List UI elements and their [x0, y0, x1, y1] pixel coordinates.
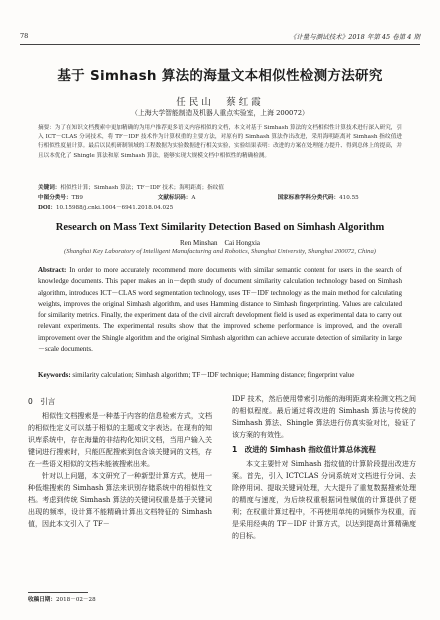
body-column-right [232, 393, 416, 542]
authors-cn: 任民山 蔡红霞 [176, 97, 264, 108]
std-code-value: 410.55 [339, 195, 359, 201]
title-cn: 基于 Simhash 算法的海量文本相似性检测方法研究 [57, 68, 383, 84]
keywords-cn [38, 183, 402, 191]
received-value: 2018－02－28 [55, 597, 96, 603]
abstract-en-label: Abstract: [38, 266, 67, 274]
abstract-en-text: In order to more accurately recommend more documents with similar semantic content for users in the search of knowledge documents. This paper makes an in－depth study of document similarity calculation technology based on Simhash algorithm, introduces ICT－CLAS word segmentation technology, uses TF－IDF technology as the main method for calculating weights, improves the original Simhash algorithm, and uses Hamming distance to Simhash fingerprinting. Values are calculated for similarity metrics. Finally, the experiment data of the civil aircraft development field is used as experimental data to carry out relevant experiments. The experimental results show that the improved scheme performance is improved, and the overall improvement over the Shingle algorithm and the original Simhash algorithm can achieve accurate detection of similarity in large－scale documents. [38, 266, 403, 354]
classification-line [38, 193, 402, 201]
keywords-en-text: similarity calculation; Simhash algorithm; TF－IDF technique; Hamming distance; fingerprint value [72, 371, 355, 379]
clc-value: TB9 [71, 195, 83, 201]
title-en: Research on Mass Text Similarity Detection Based on Simhash Algorithm [55, 222, 385, 233]
header-rule [20, 44, 420, 45]
affiliation-cn: （上海大学智能制造及机器人重点实验室，上海 200072） [131, 109, 309, 117]
section-0-heading: 0 引言 [28, 397, 56, 406]
doc-code-value: A [191, 195, 196, 201]
paragraph: 相似性文档搜索是一种基于内容的信息检索方式，文档的相似性定义可以基于相似的主题或文字表达。在现有的知识库系统中，存在海量的非结构化知识文档，当用户输入关键词进行搜索时，只能匹配搜索到包含该关键词的文档，存在一些语义相似的文档未能被搜索出来。 [28, 412, 212, 468]
received-date [28, 595, 96, 603]
doi-line [38, 203, 402, 211]
abstract-en [38, 265, 402, 355]
keywords-cn-text: 相似性计算；Simhash 算法；TF－IDF 技术；海明距离；指纹值 [60, 185, 224, 191]
affiliation-en: (Shanghai Key Laboratory of Intelligent Manufacturing and Robotics, Shanghai University, Shanghai 200072, China) [64, 248, 376, 255]
body-column-left [28, 393, 212, 530]
std-code-label: 国家标准学科分类代码： [277, 195, 340, 201]
footnote-rule [28, 592, 88, 593]
doi-value: 10.15988/j.cnki.1004－6941.2018.04.025 [55, 205, 174, 211]
paragraph: 针对以上问题，本文研究了一种新型计算方式，使用一种低维搜索的 Simhash 算法来识别存储系统中的相似性文档。考虑到传统 Simhash 算法的关键词权重是基于关键词出现的频率，设计算不能精确计算出文档特征的 Simhash 值，因此本文引入了 TF－ [28, 472, 212, 528]
received-label: 收稿日期： [28, 597, 56, 603]
keywords-en-label: Keywords: [38, 371, 71, 379]
clc-label: 中图分类号： [38, 195, 72, 201]
section-1-heading: 1 改进的 Simhash 指纹值计算总体流程 [232, 445, 376, 454]
page-header [20, 32, 420, 44]
paragraph: IDF 技术，然后使用带索引功能的海明距离来检测文档之间的相似程度。最后通过将改进的 Simhash 算法与传统的 Simhash 算法、Shingle 算法进行仿真实验对比，验证了该方案的有效性。 [232, 395, 416, 439]
doc-code-label: 文献标识码： [157, 195, 192, 201]
paragraph: 本文主要针对 Simhash 指纹值的计算阶段提出改进方案。首先，引入 ICTCLAS 分词系统对文档进行分词、去除停用词、提取关键词处理，大大提升了重复数据搜索处理的精度与速度，为后续权重根据词性赋值的计算提供了便利；在权重计算过程中，不再使用单纯的词频作为权重，而是采用经典的 TF－IDF 计算方式，以达到提高计算精确度的目标。 [232, 460, 416, 540]
journal-name: 《计量与测试技术》2018 年第 45 卷第 4 期 [289, 33, 420, 41]
abstract-cn: 摘要：为了在知识文档搜索中更加精确的为用户推荐更多语义内容相似的文档，本文对基于 Simhash 算法的文档相似性计算技术进行深入研究，引入 ICT－CLAS 分词技术，将 TF－IDF 技术作为计算权重的主要方法，对原有的 Simhash 算法作出改进，采用海明距离对 Simhash 指纹值进行相似性度量计算。最后以民机研制领域的工程数据为实验数据进行相关实验，实验结果表明：改进的方案在处理能力提升、得到总体上的提高，并且以本优化了 Shingle 算法和原 Simhash 算法，能够实现大规模文档中相似性的精确检测。 [38, 125, 402, 159]
page-number: 78 [20, 32, 29, 40]
doi-label: DOI： [38, 205, 56, 211]
keywords-en [38, 370, 402, 380]
authors-en: Ren Minshan Cai Hongxia [179, 239, 261, 247]
keywords-cn-label: 关键词： [38, 185, 61, 191]
